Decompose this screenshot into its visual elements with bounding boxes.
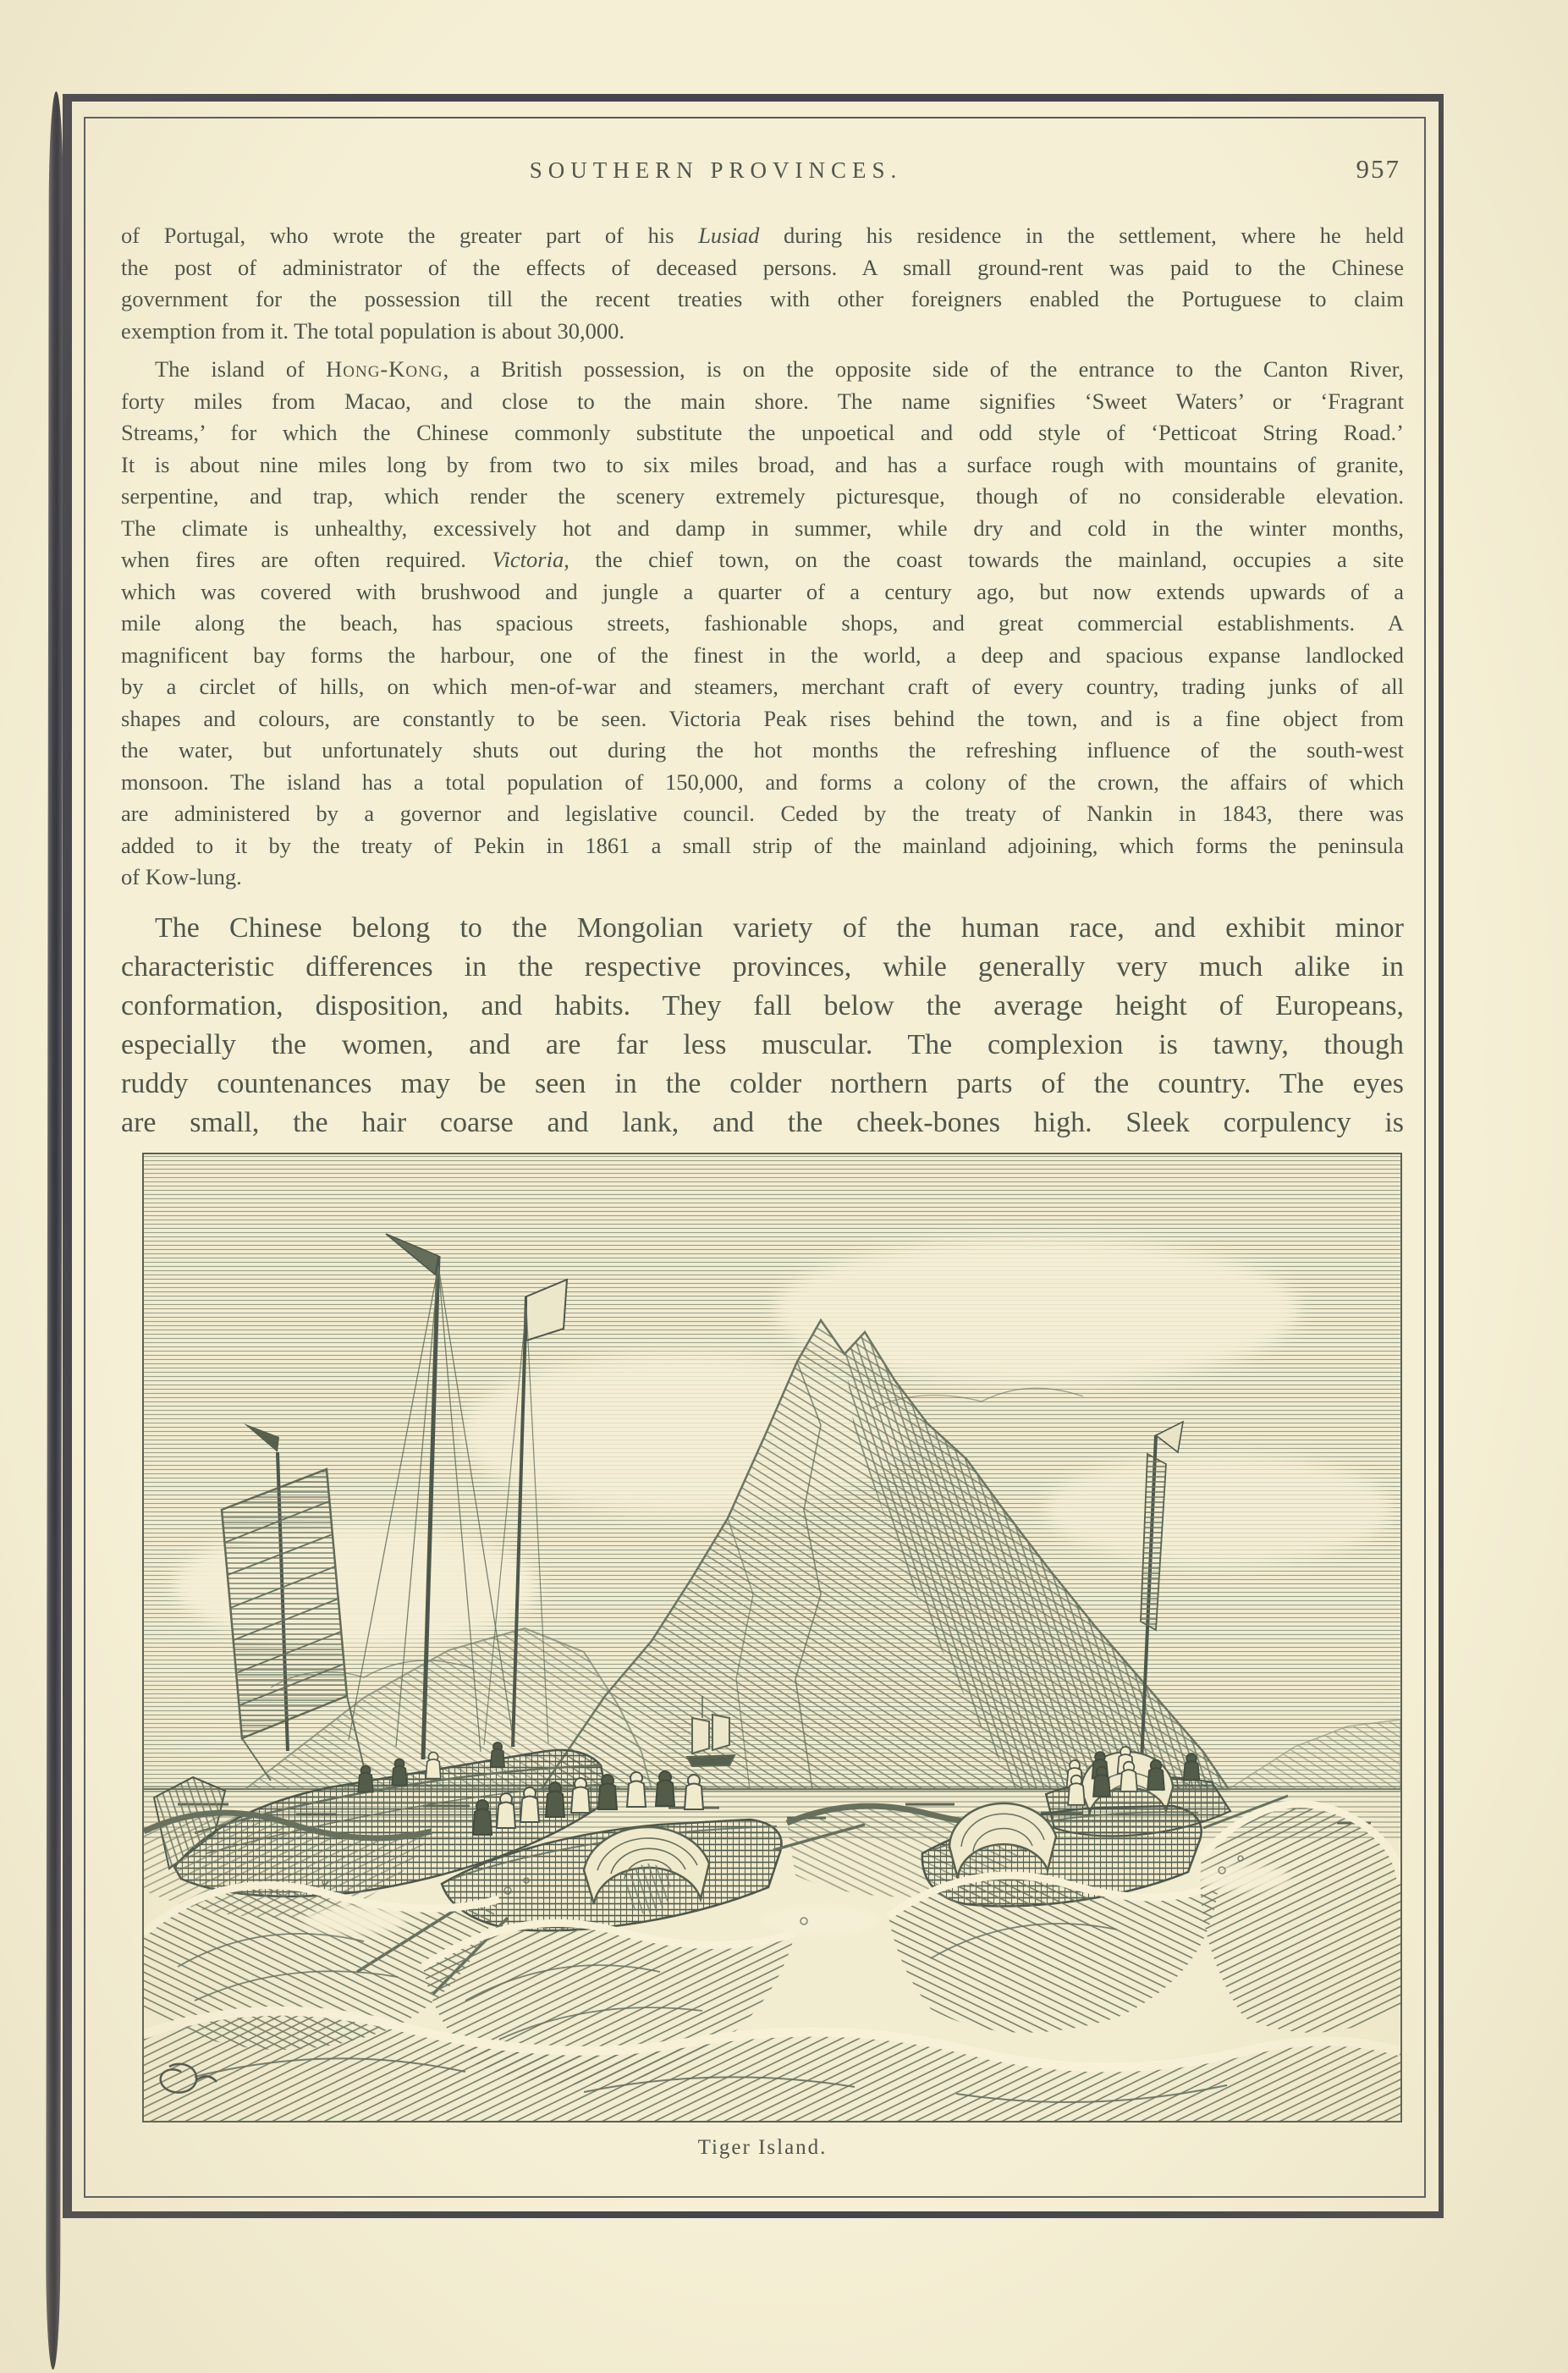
- text-line: added to it by the treaty of Pekin in 1861 a small strip of the mainland adjoining, which forms the peninsula: [121, 832, 1404, 858]
- text-line: especially the women, and are far less muscular. The complexion is tawny, though: [121, 1028, 1404, 1060]
- text-line: exemption from it. The total population is about 30,000.: [121, 317, 624, 344]
- text-line: of Portugal, who wrote the greater part of his Lusiad during his residence in the settlement, where he held: [121, 223, 1404, 248]
- text-line: serpentine, and trap, which render the scenery extremely picturesque, though of no considerable elevation.: [121, 483, 1404, 509]
- text-line: shapes and colours, are constantly to be seen. Victoria Peak rises behind the town, and is a fine object from: [121, 705, 1404, 731]
- text-line: The climate is unhealthy, excessively hot and damp in summer, while dry and cold in the winter months,: [121, 515, 1404, 541]
- body-text: [121, 220, 1404, 1142]
- text-line: conformation, disposition, and habits. They fall below the average height of Europeans,: [121, 989, 1404, 1021]
- text-line: The Chinese belong to the Mongolian variety of the human race, and exhibit minor: [155, 911, 1404, 944]
- book-gutter-shadow: [46, 91, 63, 2370]
- text-line: The island of Hong-Kong, a British possession, is on the opposite side of the entrance to the Canton River,: [155, 356, 1405, 382]
- text-line: which was covered with brushwood and jungle a quarter of a century ago, but now extends upwards of a: [121, 578, 1404, 604]
- text-line: mile along the beach, has spacious streets, fashionable shops, and great commercial establishments. A: [121, 610, 1404, 636]
- text-line: magnificent bay forms the harbour, one of the finest in the world, a deep and spacious expanse landlocked: [121, 641, 1404, 668]
- text-line: the post of administrator of the effects of deceased persons. A small ground-rent was paid to the Chinese: [121, 254, 1404, 280]
- text-line: It is about nine miles long by from two to six miles broad, and has a surface rough with mountains of granite,: [121, 451, 1404, 477]
- text-line: when fires are often required. Victoria, the chief town, on the coast towards the mainland, occupies a site: [121, 547, 1404, 572]
- text-line: monsoon. The island has a total population of 150,000, and forms a colony of the crown, the affairs of which: [121, 768, 1404, 795]
- text-line: forty miles from Macao, and close to the main shore. The name signifies ‘Sweet Waters’ or ‘Fragrant: [121, 388, 1404, 414]
- text-line: the water, but unfortunately shuts out during the hot months the refreshing influence of the south-west: [121, 737, 1404, 763]
- paragraph-macao: [121, 220, 1404, 347]
- running-head: [121, 154, 1404, 193]
- text-line: of Kow-lung.: [121, 864, 242, 889]
- paragraph-chinese-people: [121, 909, 1404, 1142]
- page-number: 957: [1356, 154, 1400, 184]
- tiger-island-engraving: [144, 1154, 1400, 2121]
- text-line: are administered by a governor and legislative council. Ceded by the treaty of Nankin in 1843, there was: [121, 801, 1404, 826]
- text-line: ruddy countenances may be seen in the colder northern parts of the country. The eyes: [121, 1067, 1404, 1099]
- text-line: characteristic differences in the respective provinces, while generally very much alike in: [121, 950, 1404, 983]
- illustration-plate: [142, 1153, 1402, 2122]
- paragraph-hong-kong: [121, 354, 1404, 894]
- text-line: by a circlet of hills, on which men-of-war and steamers, merchant craft of every country, trading junks of all: [121, 674, 1404, 699]
- figure-caption: Tiger Island.: [697, 2136, 828, 2159]
- text-line: government for the possession till the recent treaties with other foreigners enabled the Portuguese to claim: [121, 286, 1404, 311]
- text-line: are small, the hair coarse and lank, and the cheek-bones high. Sleek corpulency is: [121, 1106, 1404, 1138]
- running-title: SOUTHERN PROVINCES.: [529, 157, 903, 183]
- text-line: Streams,’ for which the Chinese commonly substitute the unpoetical and odd style of ‘Petticoat String Road.’: [121, 420, 1404, 445]
